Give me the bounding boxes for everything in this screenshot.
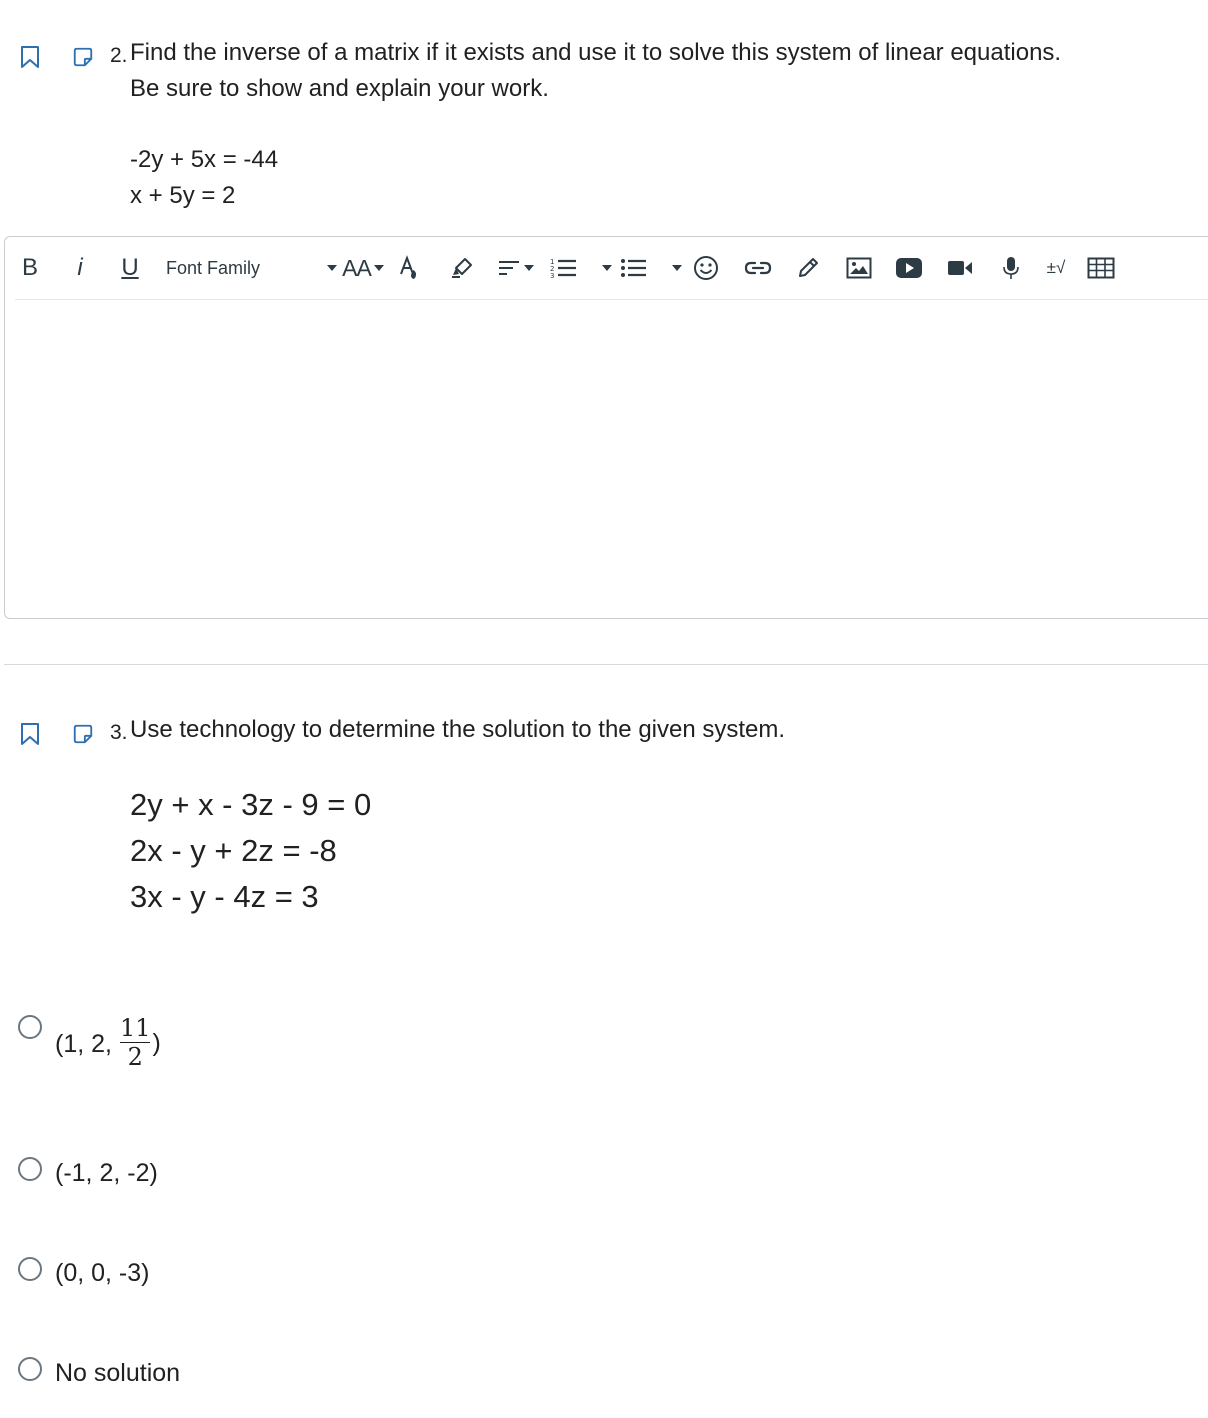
chevron-down-icon bbox=[602, 265, 612, 271]
note-icon[interactable] bbox=[72, 721, 94, 747]
equation-3: 3x - y - 4z = 3 bbox=[130, 879, 319, 914]
chevron-down-icon bbox=[524, 265, 534, 271]
font-family-dropdown[interactable] bbox=[162, 252, 337, 284]
highlight-icon bbox=[449, 255, 475, 281]
question-text: Use technology to determine the solution to the given system. bbox=[130, 716, 786, 743]
equation-1: -2y + 5x = -44 bbox=[130, 146, 279, 173]
option-label-1 bbox=[55, 1016, 161, 1069]
equation-2: 2x - y + 2z = -8 bbox=[130, 833, 337, 868]
ordered-list-button[interactable] bbox=[550, 252, 612, 284]
record-audio-button[interactable] bbox=[997, 252, 1025, 284]
highlight-button[interactable] bbox=[448, 252, 476, 284]
question-divider bbox=[4, 664, 1208, 665]
video-button[interactable] bbox=[946, 252, 974, 284]
video-icon bbox=[947, 258, 973, 278]
ordered-list-icon bbox=[550, 257, 578, 279]
image-icon bbox=[846, 257, 872, 279]
emoji-button[interactable] bbox=[692, 252, 720, 284]
text-color-button[interactable] bbox=[396, 252, 424, 284]
italic-button[interactable] bbox=[66, 252, 94, 284]
question-text-line2: Be sure to show and explain your work. bbox=[130, 75, 549, 102]
svg-text:3: 3 bbox=[550, 272, 555, 279]
option-label-2: (-1, 2, -2) bbox=[55, 1159, 158, 1187]
underline-button[interactable] bbox=[116, 252, 144, 284]
equation-button[interactable] bbox=[1040, 252, 1072, 284]
fraction bbox=[120, 1016, 151, 1069]
italic-label: i bbox=[77, 254, 83, 281]
chevron-down-icon bbox=[327, 265, 337, 271]
bullet-list-icon bbox=[620, 257, 648, 279]
fraction-numerator: 11 bbox=[119, 1014, 151, 1042]
pencil-icon bbox=[795, 255, 821, 281]
equation-2: x + 5y = 2 bbox=[130, 182, 236, 209]
equation-1: 2y + x - 3z - 9 = 0 bbox=[130, 787, 372, 822]
option-label-3: (0, 0, -3) bbox=[55, 1259, 150, 1287]
table-icon bbox=[1087, 257, 1115, 279]
chevron-down-icon bbox=[374, 265, 384, 271]
option-radio-2[interactable] bbox=[18, 1157, 42, 1181]
link-button[interactable] bbox=[743, 252, 773, 284]
draw-button[interactable] bbox=[794, 252, 822, 284]
font-size-label: AA bbox=[342, 254, 371, 281]
table-button[interactable] bbox=[1086, 252, 1116, 284]
option-radio-4[interactable] bbox=[18, 1357, 42, 1381]
equation-icon: ±√ bbox=[1046, 258, 1066, 277]
chevron-down-icon bbox=[672, 265, 682, 271]
image-button[interactable] bbox=[845, 252, 873, 284]
font-family-label: Font Family bbox=[166, 257, 261, 278]
option-prefix: (1, 2, bbox=[55, 1030, 112, 1058]
bold-button[interactable] bbox=[16, 252, 44, 284]
svg-text:1: 1 bbox=[550, 258, 555, 266]
note-icon[interactable] bbox=[72, 44, 94, 70]
editor-text-area[interactable] bbox=[15, 302, 1205, 614]
option-label-4: No solution bbox=[55, 1359, 181, 1387]
toolbar-divider bbox=[15, 299, 1208, 300]
option-suffix: ) bbox=[152, 1029, 161, 1057]
align-button[interactable] bbox=[492, 252, 538, 284]
question-text-line1: Find the inverse of a matrix if it exists and use it to solve this system of linear equations. bbox=[130, 39, 1062, 66]
media-play-icon bbox=[895, 257, 923, 279]
svg-text:2: 2 bbox=[550, 265, 555, 273]
question-number: 3. bbox=[110, 721, 128, 744]
microphone-icon bbox=[1001, 255, 1021, 281]
underline-label: U bbox=[121, 254, 139, 281]
media-button[interactable] bbox=[895, 252, 923, 284]
bold-label: B bbox=[21, 254, 38, 281]
question-number: 2. bbox=[110, 44, 128, 67]
text-color-icon bbox=[397, 254, 423, 282]
emoji-icon bbox=[693, 255, 719, 281]
link-icon bbox=[744, 258, 772, 278]
bookmark-icon[interactable] bbox=[19, 721, 41, 747]
option-radio-3[interactable] bbox=[18, 1257, 42, 1281]
bullet-list-button[interactable] bbox=[620, 252, 682, 284]
fraction-denominator: 2 bbox=[127, 1043, 143, 1071]
option-radio-1[interactable] bbox=[18, 1015, 42, 1039]
bookmark-icon[interactable] bbox=[19, 44, 41, 70]
align-icon bbox=[497, 258, 521, 278]
font-size-button[interactable] bbox=[340, 252, 386, 284]
